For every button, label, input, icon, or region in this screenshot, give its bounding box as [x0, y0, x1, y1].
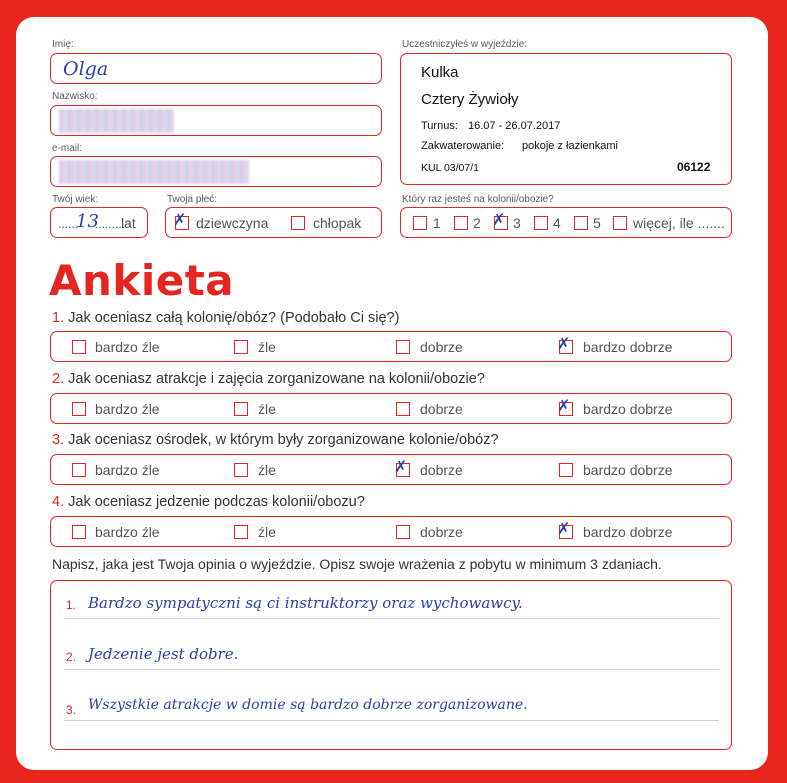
accommodation-value: pokoje z łazienkami [522, 140, 618, 152]
answer-num-2: 2. [66, 650, 77, 664]
checkmark-icon: ✗ [557, 396, 571, 415]
trip-label: Uczestniczyłeś w wyjeździe: [402, 39, 528, 50]
answer-text-2: Jedzenie jest dobre. [88, 645, 239, 663]
accommodation-label: Zakwaterowanie: [421, 140, 505, 152]
q2-checkbox-good[interactable] [396, 402, 410, 416]
name-value: Olga [63, 58, 109, 80]
opinion-prompt: Napisz, jaka jest Twoja opinia o wyjeździe. Opisz swoje wrażenia z pobytu w minimum 3 zdaniach. [52, 556, 662, 572]
q2-checkbox-very-bad[interactable] [72, 402, 86, 416]
q3-checkbox-good[interactable] [394, 457, 410, 477]
trip-info-box [400, 53, 732, 185]
question-4: 4. Jak oceniasz jedzenie podczas kolonii/obozu? [52, 494, 365, 510]
answer-text-3: Wszystkie atrakcje w domie są bardzo dobrze zorganizowane. [88, 697, 528, 713]
survey-title: Ankieta [49, 256, 235, 305]
q2-checkbox-bad[interactable] [234, 402, 248, 416]
turnus-value: 16.07 - 26.07.2017 [468, 120, 561, 132]
q1-checkbox-bad[interactable] [234, 340, 248, 354]
rating-row-1: bardzo źle źle dobrze ✗ bardzo dobrze [50, 331, 732, 362]
checkmark-icon: ✗ [394, 457, 408, 476]
rating-row-2: bardzo źle źle dobrze ✗ bardzo dobrze [50, 393, 732, 424]
times-checkbox-more[interactable] [613, 216, 627, 230]
email-field[interactable] [50, 156, 382, 187]
gender-label: Twoja płeć: [167, 194, 218, 205]
turnus-label: Turnus: [421, 120, 458, 132]
gender-option-boy: chłopak [313, 215, 362, 231]
surname-label: Nazwisko: [52, 91, 98, 102]
times-checkbox-4[interactable] [534, 216, 548, 230]
age-unit: lat [121, 215, 136, 231]
email-label: e-mail: [52, 143, 83, 154]
opinion-line-2 [64, 669, 719, 670]
gender-field [165, 207, 382, 238]
opinion-line-3 [64, 720, 719, 721]
answer-text-1: Bardzo sympatyczni są ci instruktorzy oraz wychowawcy. [88, 594, 523, 612]
gender-option-girl: dziewczyna [196, 215, 269, 231]
q4-checkbox-good[interactable] [396, 525, 410, 539]
q1-checkbox-very-good[interactable] [557, 334, 573, 354]
rating-row-3: bardzo źle źle ✗ dobrze bardzo dobrze [50, 454, 732, 485]
question-1: 1. Jak oceniasz całą kolonię/obóz? (Podobało Ci się?) [52, 310, 400, 326]
times-checkbox-1[interactable] [413, 216, 427, 230]
gender-checkbox-girl[interactable] [173, 210, 189, 230]
times-checkbox-5[interactable] [574, 216, 588, 230]
age-label: Twój wiek: [52, 194, 99, 205]
question-3: 3. Jak oceniasz ośrodek, w którym były zorganizowane kolonie/obóz? [52, 432, 499, 448]
answer-num-3: 3. [66, 703, 77, 717]
times-label: Który raz jesteś na kolonii/obozie? [402, 194, 554, 205]
surname-field[interactable] [50, 105, 382, 136]
trip-group: Kulka [421, 64, 459, 81]
times-checkbox-2[interactable] [454, 216, 468, 230]
opinion-line-1 [64, 618, 719, 619]
surname-redacted [59, 109, 174, 133]
q4-checkbox-bad[interactable] [234, 525, 248, 539]
question-2: 2. Jak oceniasz atrakcje i zajęcia zorganizowane na kolonii/obozie? [52, 371, 485, 387]
gender-checkbox-boy[interactable] [291, 216, 305, 230]
age-value: 13 [76, 211, 99, 232]
checkmark-icon: ✗ [557, 519, 571, 538]
q3-checkbox-bad[interactable] [234, 463, 248, 477]
age-field[interactable]: ...... 13 ......... lat [50, 207, 148, 238]
q3-checkbox-very-good[interactable] [559, 463, 573, 477]
answer-num-1: 1. [66, 598, 77, 612]
trip-camp: Cztery Żywioły [421, 91, 519, 108]
email-redacted [59, 160, 249, 184]
q4-checkbox-very-bad[interactable] [72, 525, 86, 539]
rating-row-4: bardzo źle źle dobrze ✗ bardzo dobrze [50, 516, 732, 547]
checkmark-icon: ✗ [492, 210, 506, 229]
times-checkbox-3[interactable] [492, 210, 508, 230]
checkmark-icon: ✗ [173, 210, 187, 229]
q1-checkbox-very-bad[interactable] [72, 340, 86, 354]
times-field: 1 2 ✗ 3 4 5 więcej, ile ....... [400, 207, 732, 238]
checkmark-icon: ✗ [557, 334, 571, 353]
q3-checkbox-very-bad[interactable] [72, 463, 86, 477]
trip-number: 06122 [677, 160, 711, 174]
q4-checkbox-very-good[interactable] [557, 519, 573, 539]
trip-code: KUL 03/07/1 [421, 162, 479, 174]
q1-checkbox-good[interactable] [396, 340, 410, 354]
name-label: Imię: [52, 39, 74, 50]
q2-checkbox-very-good[interactable] [557, 396, 573, 416]
name-field[interactable] [50, 53, 382, 84]
